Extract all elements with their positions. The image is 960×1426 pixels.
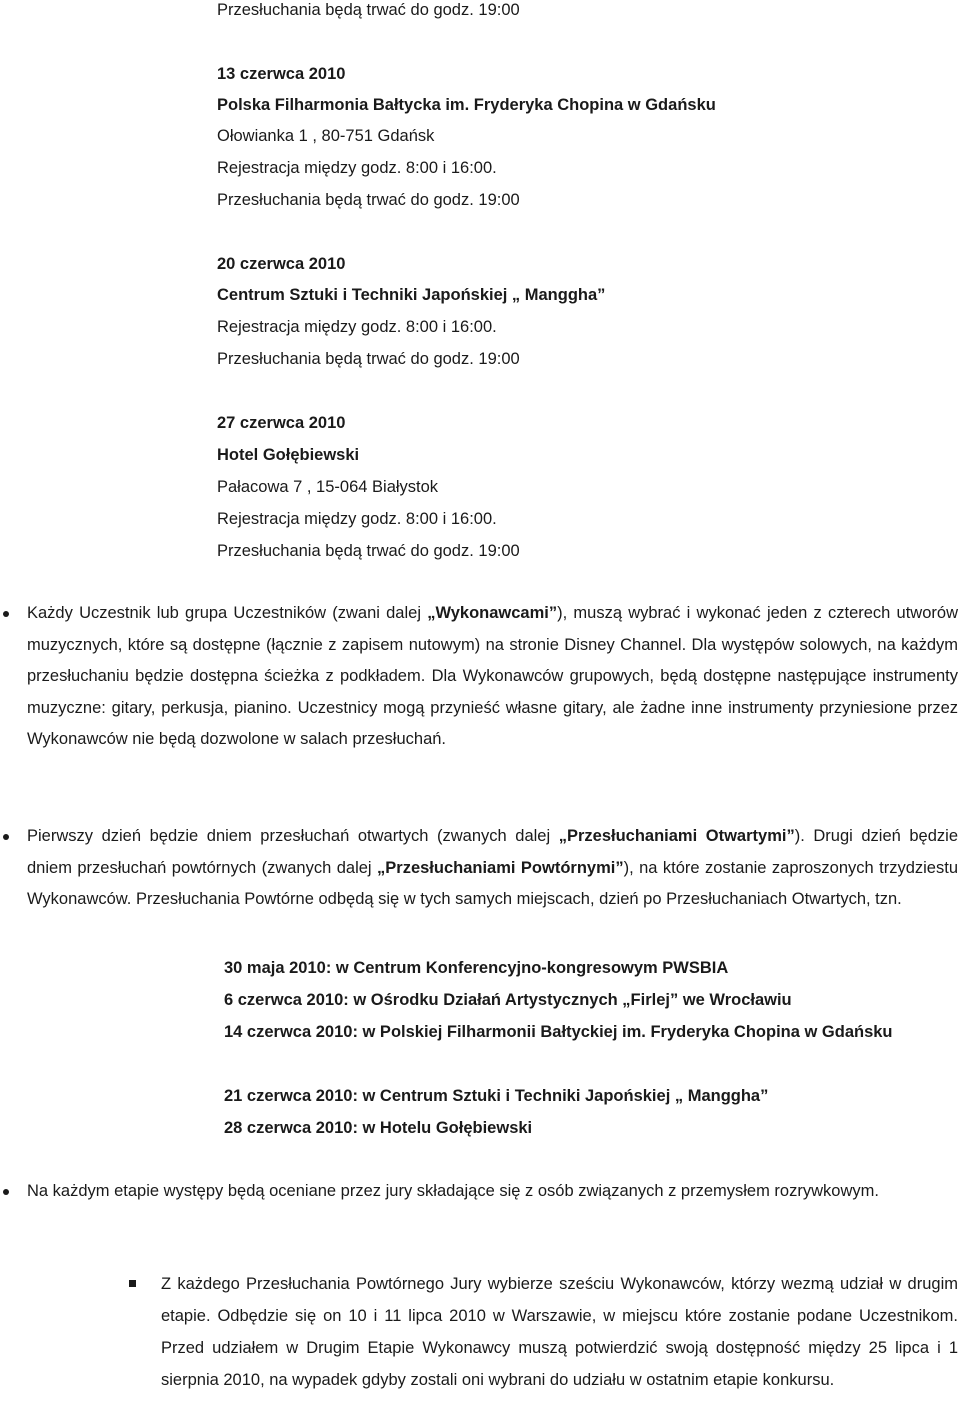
jury-paragraph: Na każdym etapie występy będą oceniane przez jury składające się z osób związanych z przemysłem rozrywkowym. (27, 1182, 879, 1200)
square-bullet-icon (129, 1280, 136, 1287)
venue-registration: Rejestracja między godz. 8:00 i 16:00. (217, 159, 497, 177)
bold-term: „Przesłuchaniami Otwartymi” (558, 827, 795, 845)
venue-date: 20 czerwca 2010 (217, 255, 346, 273)
venue-hours: Przesłuchania będą trwać do godz. 19:00 (217, 542, 520, 560)
schedule-item: 6 czerwca 2010: w Ośrodku Działań Artystycznych „Firlej” we Wrocławiu (224, 991, 792, 1009)
venue-address: Ołowianka 1 , 80-751 Gdańsk (217, 127, 435, 145)
venue-date: 27 czerwca 2010 (217, 414, 346, 432)
schedule-item: 30 maja 2010: w Centrum Konferencyjno-kongresowym PWSBIA (224, 959, 729, 977)
bullet-icon (3, 834, 9, 840)
schedule-item: 28 czerwca 2010: w Hotelu Gołębiewski (224, 1119, 533, 1137)
venue-registration: Rejestracja między godz. 8:00 i 16:00. (217, 510, 497, 528)
venue-name: Hotel Gołębiewski (217, 446, 360, 464)
venue-date: 13 czerwca 2010 (217, 65, 346, 83)
schedule-item: 14 czerwca 2010: w Polskiej Filharmonii Bałtyckiej im. Fryderyka Chopina w Gdańsku (224, 1023, 893, 1041)
venue-hours: Przesłuchania będą trwać do godz. 19:00 (217, 350, 520, 368)
venue-registration: Rejestracja między godz. 8:00 i 16:00. (217, 318, 497, 336)
venue-hours: Przesłuchania będą trwać do godz. 19:00 (217, 191, 520, 209)
venue-name: Polska Filharmonia Bałtycka im. Fryderyka Chopina w Gdańsku (217, 96, 716, 114)
bold-term: „Przesłuchaniami Powtórnymi” (377, 858, 624, 877)
auditions-paragraph: Pierwszy dzień będzie dniem przesłuchań otwartych (zwanych dalej „Przesłuchaniami Otwartymi”). Drugi dzień będzie dniem przesłuchań powtórnych (zwanych dalej „Przesłuchaniami Powtórnymi”), na które zostanie zaproszonych trzydziestu Wykonawców. Przesłuchania Powtórne odbędą się w tych samych miejscach, dzień po Przesłuchaniach Otwartych, tzn. (27, 827, 958, 908)
venue-address: Pałacowa 7 , 15-064 Białystok (217, 478, 439, 496)
rules-paragraph: Każdy Uczestnik lub grupa Uczestników (zwani dalej „Wykonawcami”), muszą wybrać i wykonać jeden z czterech utworów muzycznych, które są dostępne (łącznie z zapisem nutowym) na stronie Disney Channel. Dla występów solowych, na każdym przesłuchaniu będzie dostępna ścieżka z podkładem. Dla Wykonawców grupowych, będą dostępne następujące instrumenty muzyczne: gitary, perkusja, pianino. Uczestnicy mogą przynieść własne gitary, ale żadne inne instrumenty przyniesione przez Wykonawców nie będą dozwolone w salach przesłuchań. (27, 604, 958, 748)
bold-term: „Wykonawcami” (427, 604, 558, 622)
schedule-item: 21 czerwca 2010: w Centrum Sztuki i Techniki Japońskiej „ Manggha” (224, 1087, 769, 1105)
hours-line: Przesłuchania będą trwać do godz. 19:00 (217, 1, 520, 19)
bullet-icon (3, 611, 9, 617)
second-stage-paragraph: Z każdego Przesłuchania Powtórnego Jury wybierze sześciu Wykonawców, którzy wezmą udział w drugim etapie. Odbędzie się on 10 i 11 lipca 2010 w Warszawie, w miejscu które zostanie podane Uczestnikom. Przed udziałem w Drugim Etapie Wykonawcy muszą potwierdzić swoją dostępność między 25 lipca i 1 sierpnia 2010, na wypadek gdyby zostali oni wybrani do udziału w ostatnim etapie konkursu. (161, 1275, 958, 1389)
venue-name: Centrum Sztuki i Techniki Japońskiej „ Manggha” (217, 286, 606, 304)
bullet-icon (3, 1189, 9, 1195)
